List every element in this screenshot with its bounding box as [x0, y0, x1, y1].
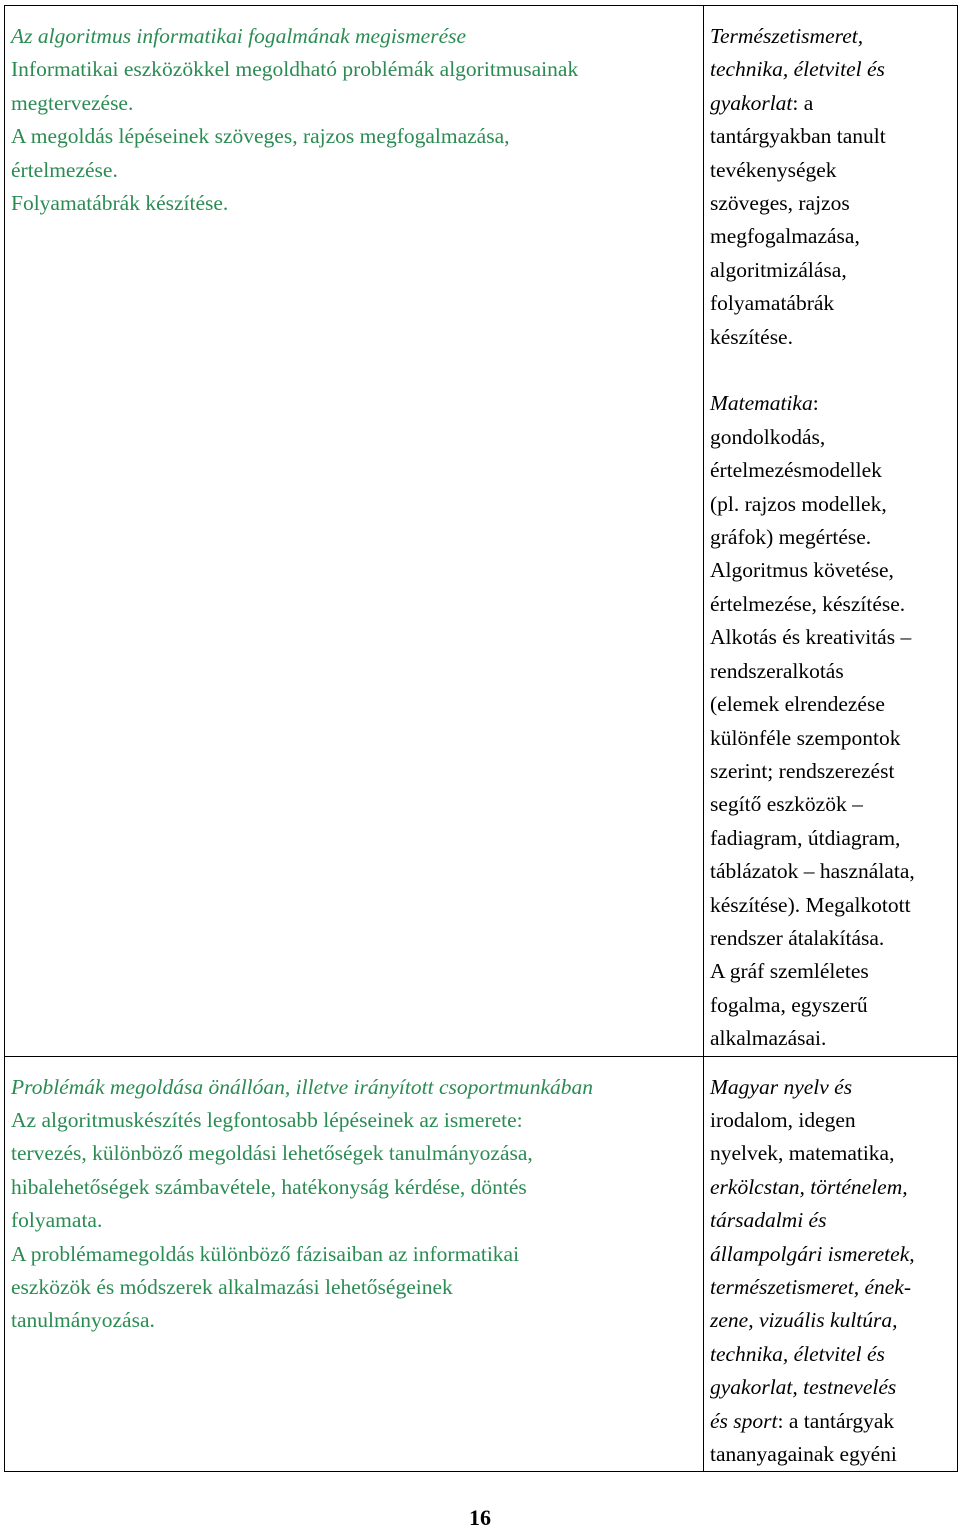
- text-segment: fogalma, egyszerű: [710, 992, 868, 1017]
- text-line: [710, 287, 951, 320]
- text-line: [710, 1338, 951, 1371]
- topic-cell: [5, 6, 704, 1057]
- text-segment: erkölcstan, történelem,: [710, 1174, 908, 1199]
- text-line: [710, 87, 951, 120]
- text-segment: Természetismeret,: [710, 24, 864, 48]
- text-line: [710, 755, 951, 788]
- text-segment: Magyar nyelv és: [710, 1074, 853, 1099]
- text-line: [710, 688, 951, 721]
- text-line: [710, 521, 951, 554]
- text-segment: zene, vizuális kultúra,: [710, 1308, 898, 1333]
- text-segment: szerint; rendszerezést: [710, 758, 895, 783]
- text-segment: tananyagainak egyéni: [710, 1442, 897, 1467]
- text-line: [710, 20, 951, 53]
- text-line: [710, 1238, 951, 1271]
- table-row: [5, 6, 958, 1057]
- text-line: [710, 788, 951, 821]
- text-line: Folyamatábrák készítése.: [11, 191, 229, 216]
- text-segment: különféle szempontok: [710, 725, 901, 750]
- section-heading: Problémák megoldása önállóan, illetve irányított csoportmunkában: [11, 1074, 594, 1099]
- text-segment: készítése). Megalkotott: [710, 892, 911, 917]
- curriculum-table: [4, 5, 958, 1472]
- text-segment: Algoritmus követése,: [710, 558, 894, 583]
- text-segment: szöveges, rajzos: [710, 191, 850, 216]
- text-line: [710, 220, 951, 253]
- text-line: [710, 955, 951, 988]
- text-segment: Matematika: [710, 391, 813, 416]
- text-segment: gráfok) megértése.: [710, 525, 872, 550]
- text-line: [710, 187, 951, 220]
- text-segment: gyakorlat: [710, 90, 793, 115]
- text-segment: és sport: [710, 1408, 778, 1433]
- text-segment: algoritmizálása,: [710, 257, 847, 282]
- text-segment: technika, életvitel és: [710, 1341, 885, 1366]
- text-line: [710, 655, 951, 688]
- text-line: [710, 822, 951, 855]
- text-line: tervezés, különböző megoldási lehetőségek tanulmányozása,: [11, 1141, 533, 1166]
- text-line: tanulmányozása.: [11, 1308, 155, 1333]
- text-segment: táblázatok – használata,: [710, 859, 915, 884]
- text-line: [710, 1438, 951, 1471]
- text-segment: rendszer átalakítása.: [710, 925, 885, 950]
- text-line: [710, 154, 951, 187]
- spacer: [710, 354, 951, 387]
- text-line: értelmezése.: [11, 157, 118, 182]
- text-line: [710, 1137, 951, 1170]
- text-segment: (elemek elrendezése: [710, 692, 885, 717]
- text-line: [710, 53, 951, 86]
- text-line: [710, 1022, 951, 1055]
- text-segment: értelmezésmodellek: [710, 458, 882, 483]
- text-line: [710, 120, 951, 153]
- text-segment: irodalom, idegen: [710, 1107, 856, 1132]
- text-line: eszközök és módszerek alkalmazási lehetőségeinek: [11, 1275, 453, 1300]
- text-line: [710, 722, 951, 755]
- text-segment: alkalmazásai.: [710, 1026, 827, 1051]
- text-line: [710, 421, 951, 454]
- text-line: hibalehetőségek számbavétele, hatékonyság kérdése, döntés: [11, 1174, 527, 1199]
- page-number: 16: [469, 1505, 491, 1530]
- text-line: [710, 1071, 951, 1104]
- text-line: [710, 855, 951, 888]
- text-line: [710, 321, 951, 354]
- text-line: [710, 1171, 951, 1204]
- section-heading: Az algoritmus informatikai fogalmának megismerése: [11, 24, 467, 48]
- text-segment: (pl. rajzos modellek,: [710, 491, 887, 516]
- text-line: megtervezése.: [11, 90, 134, 115]
- text-segment: A gráf szemléletes: [710, 959, 869, 984]
- text-line: [710, 588, 951, 621]
- text-segment: nyelvek, matematika,: [710, 1141, 895, 1166]
- connections-cell: [704, 6, 958, 1057]
- text-line: [710, 254, 951, 287]
- text-line: [710, 488, 951, 521]
- text-segment: : a: [792, 90, 814, 115]
- text-segment: technika, életvitel és: [710, 57, 885, 82]
- text-line: Informatikai eszközökkel megoldható problémák algoritmusainak: [11, 57, 579, 82]
- text-segment: értelmezése, készítése.: [710, 591, 906, 616]
- text-line: [710, 1104, 951, 1137]
- text-segment: : a tantárgyak: [777, 1408, 895, 1433]
- text-line: [710, 1371, 951, 1404]
- text-line: Az algoritmuskészítés legfontosabb lépéseinek az ismerete:: [11, 1107, 523, 1132]
- text-segment: tantárgyakban tanult: [710, 124, 886, 149]
- text-line: [710, 554, 951, 587]
- text-line: A megoldás lépéseinek szöveges, rajzos megfogalmazása,: [11, 124, 510, 149]
- text-segment: folyamatábrák: [710, 291, 835, 316]
- text-segment: gyakorlat, testnevelés: [710, 1375, 897, 1400]
- text-line: [710, 621, 951, 654]
- text-line: [710, 454, 951, 487]
- text-line: [710, 1304, 951, 1337]
- text-line: [710, 387, 951, 420]
- text-segment: segítő eszközök –: [710, 792, 863, 817]
- text-segment: társadalmi és: [710, 1208, 827, 1233]
- text-segment: fadiagram, útdiagram,: [710, 825, 901, 850]
- text-line: [710, 1271, 951, 1304]
- connections-cell: [704, 1056, 958, 1472]
- text-segment: megfogalmazása,: [710, 224, 860, 249]
- text-segment: tevékenységek: [710, 157, 837, 182]
- text-line: folyamata.: [11, 1208, 103, 1233]
- table-row: [5, 1056, 958, 1472]
- text-segment: gondolkodás,: [710, 424, 826, 449]
- text-segment: természetismeret, ének-: [710, 1275, 911, 1300]
- text-segment: állampolgári ismeretek,: [710, 1241, 915, 1266]
- text-segment: Alkotás és kreativitás –: [710, 625, 912, 650]
- topic-cell: [5, 1056, 704, 1472]
- text-line: [710, 1204, 951, 1237]
- text-line: [710, 989, 951, 1022]
- text-segment: :: [812, 391, 819, 416]
- text-line: A problémamegoldás különböző fázisaiban az informatikai: [11, 1241, 520, 1266]
- text-segment: rendszeralkotás: [710, 658, 844, 683]
- text-segment: készítése.: [710, 324, 793, 349]
- text-line: [710, 922, 951, 955]
- text-line: [710, 1405, 951, 1438]
- text-line: [710, 889, 951, 922]
